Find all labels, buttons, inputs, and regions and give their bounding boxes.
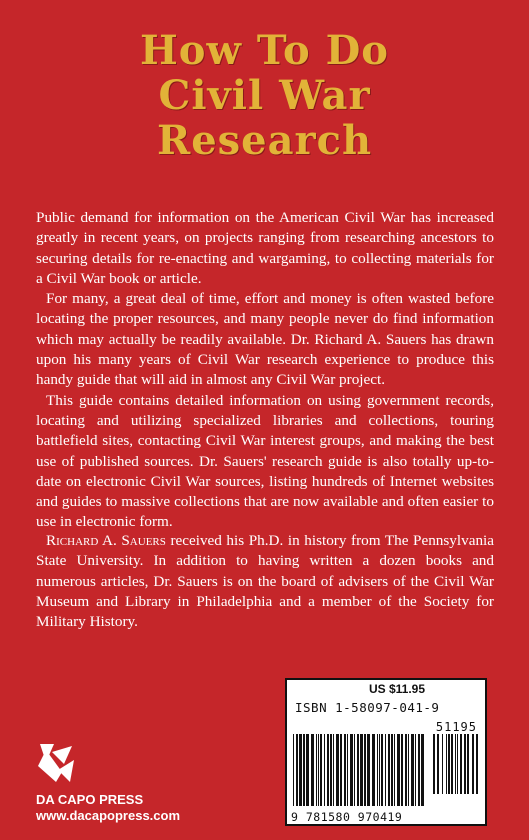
description-paragraph-1: Public demand for information on the American Civil War has increased greatly in recent years, on projects ranging from researching ancestors to securing details for re-enacting and wargaming, to collecting materials for a Civil War book or article. <box>36 209 494 287</box>
addon-bar <box>448 734 450 794</box>
barcode-bar <box>379 734 380 806</box>
ean-number: 9 781580 970419 <box>291 810 403 824</box>
barcode-bar <box>377 734 378 806</box>
barcode-bar <box>320 734 322 806</box>
barcode-bar <box>360 734 363 806</box>
barcode-bar <box>411 734 414 806</box>
price-label: US $11.95 <box>368 682 425 696</box>
barcode-bar <box>364 734 366 806</box>
barcode-bar <box>347 734 348 806</box>
barcode-bar <box>388 734 390 806</box>
barcode-bar <box>336 734 339 806</box>
barcode-bar <box>372 734 375 806</box>
barcode-bar <box>327 734 329 806</box>
addon-bar <box>433 734 435 794</box>
addon-bar <box>464 734 466 794</box>
addon-bar <box>460 734 462 794</box>
barcode-bar <box>333 734 334 806</box>
publisher-url: www.dacapopress.com <box>36 808 181 823</box>
author-name: Richard A. Sauers <box>46 532 166 549</box>
author-bio <box>36 531 494 632</box>
barcode-bar <box>401 734 403 806</box>
barcode-bar <box>415 734 416 806</box>
addon-bar <box>455 734 456 794</box>
addon-bar <box>451 734 453 794</box>
barcode-bar <box>405 734 407 806</box>
addon-bar <box>442 734 443 794</box>
title-line-3: Research <box>156 117 373 164</box>
barcode-bar <box>303 734 305 806</box>
barcode-bar <box>421 734 424 806</box>
da-capo-press-logo-icon <box>36 742 76 786</box>
barcode-bar <box>350 734 353 806</box>
publisher-info <box>36 792 180 824</box>
title-line-1: How To Do <box>140 27 389 74</box>
barcode-bar <box>296 734 298 806</box>
addon-bar <box>437 734 439 794</box>
barcode-bar <box>318 734 319 806</box>
barcode-bar <box>311 734 314 806</box>
barcode-bar <box>299 734 302 806</box>
barcode-bar <box>344 734 346 806</box>
barcode-bar <box>306 734 309 806</box>
barcode-bar <box>340 734 342 806</box>
barcode-bar <box>408 734 409 806</box>
publisher-name: DA CAPO PRESS <box>36 792 144 807</box>
barcode-bar <box>391 734 393 806</box>
barcode-bar <box>316 734 317 806</box>
price-addon-number: 51195 <box>435 720 477 734</box>
barcode-bar <box>357 734 359 806</box>
barcode-bar <box>394 734 395 806</box>
isbn-label: ISBN 1-58097-041-9 <box>295 700 440 715</box>
barcode-bar <box>397 734 400 806</box>
barcode-bar <box>293 734 294 806</box>
barcode-bar <box>367 734 370 806</box>
description-paragraph-2: For many, a great deal of time, effort and money is often wasted before locating the proper resources, and many people never do find information which may actually be readily available. Dr. Richard A. Sauers has drawn upon his many years of Civil War research experience to produce this handy guide that will aid in almost any Civil War project. <box>36 290 494 389</box>
addon-bar <box>467 734 469 794</box>
title-line-2: Civil War <box>158 72 371 119</box>
addon-bar <box>476 734 478 794</box>
addon-bar <box>472 734 474 794</box>
barcode-bar <box>324 734 325 806</box>
barcode-bar <box>330 734 332 806</box>
description-paragraph-3: This guide contains detailed information on using government records, locating and utilizing specialized libraries and collections, touring battlefield sites, contacting Civil War interest groups, and making the best use of published sources. Dr. Sauers' research guide is also totally up-to-date on electronic Civil War sources, listing hundreds of Internet websites and guides to massive collections that are now available and often easier to use in electronic form. <box>36 391 494 531</box>
book-title <box>0 28 529 163</box>
barcode-block <box>285 678 487 826</box>
barcode-bar <box>354 734 355 806</box>
barcode-bar <box>381 734 383 806</box>
author-bio-text: received his Ph.D. in history from The Pennsylvania State University. In addition to having written a dozen books and numerous articles, Dr. Sauers is on the board of advisers of the Civil War Museum and Library in Philadelphia and a member of the Society for Military History. <box>36 532 495 631</box>
barcode-bars <box>293 734 481 810</box>
barcode-bar <box>418 734 420 806</box>
barcode-bar <box>385 734 386 806</box>
addon-bar <box>446 734 447 794</box>
addon-bar <box>457 734 458 794</box>
book-description <box>36 208 494 533</box>
